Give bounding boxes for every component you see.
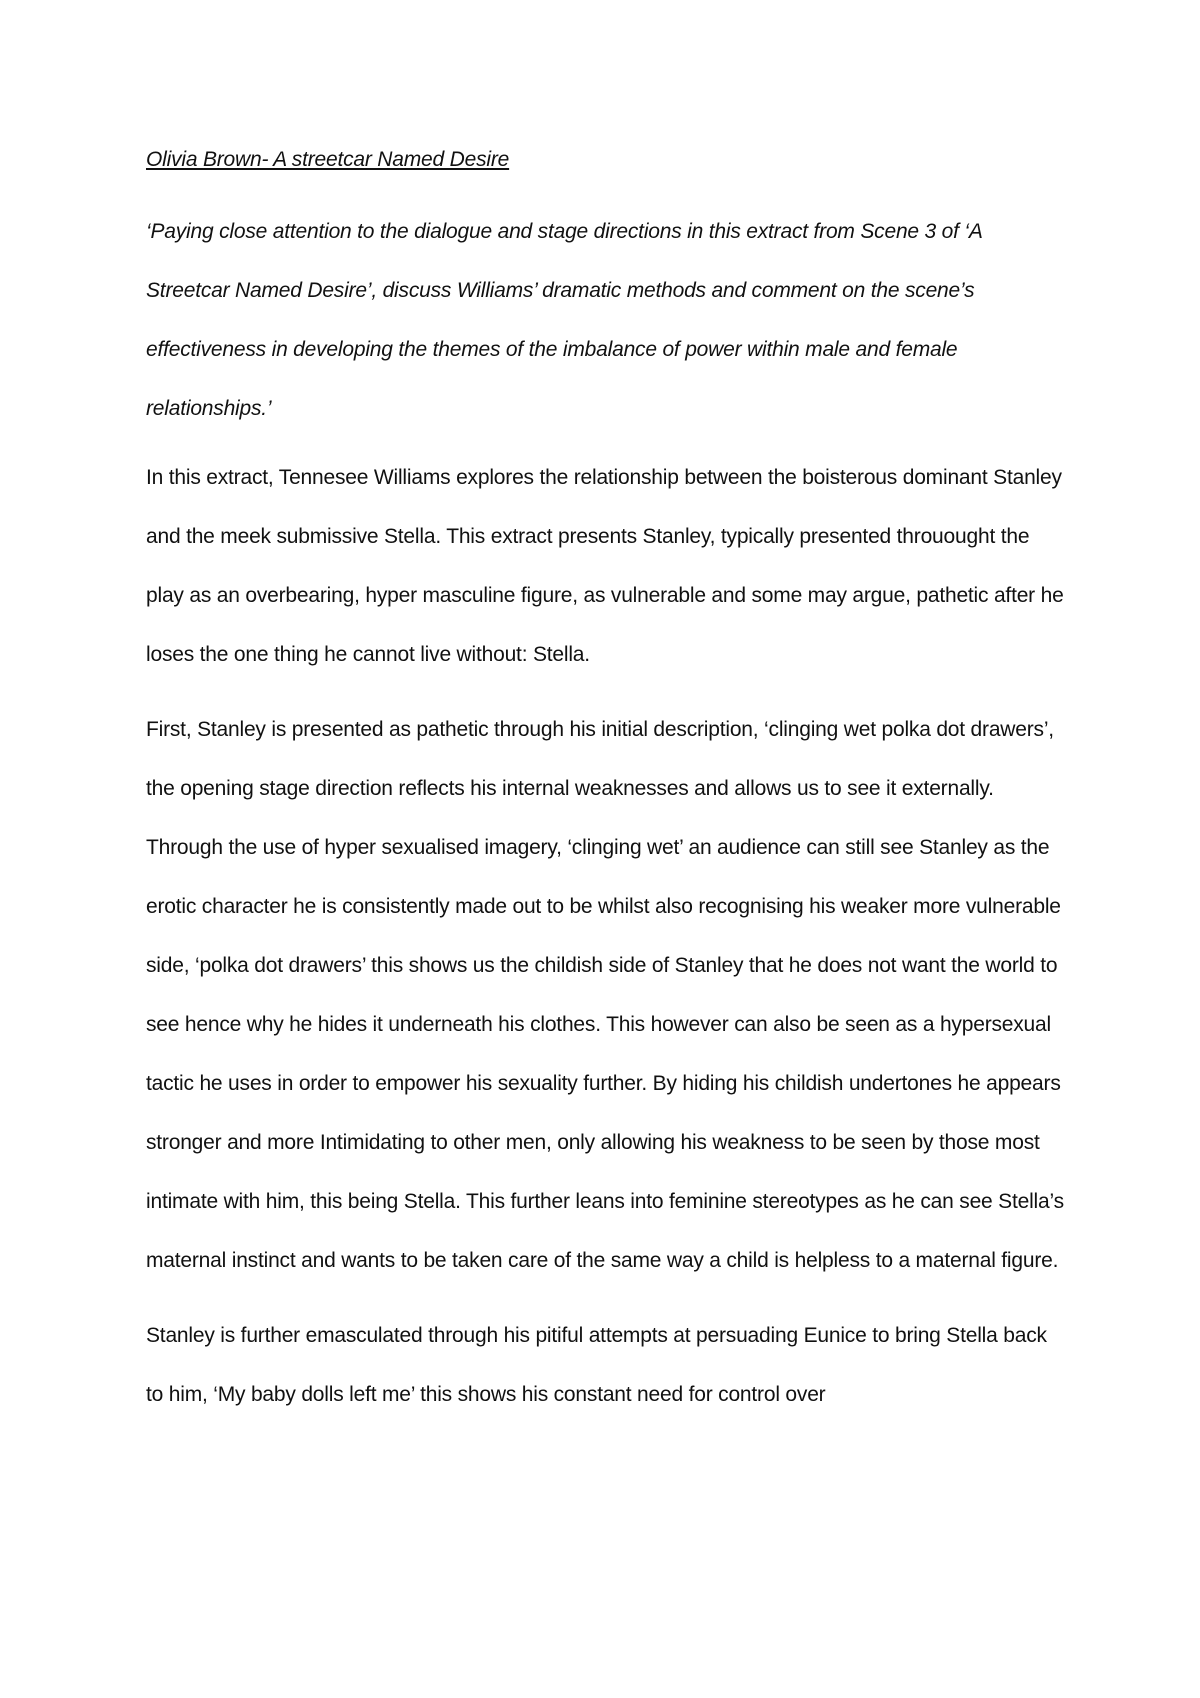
paragraph-intro: In this extract, Tennesee Williams explores the relationship between the boisterous dominant Stanley and the meek submissive Stella. This extract presents Stanley, typically presented throuought the play as an overbearing, hyper masculine figure, as vulnerable and some may argue, pathetic after he loses the one thing he cannot live without: Stella.: [146, 466, 1064, 666]
document-body: [146, 146, 1066, 1440]
paragraph-emasculation: Stanley is further emasculated through his pitiful attempts at persuading Eunice to bring Stella back to him, ‘My baby dolls left me’ this shows his constant need for control over: [146, 1324, 1047, 1406]
essay-question: ‘Paying close attention to the dialogue and stage directions in this extract from Scene 3 of ‘A Streetcar Named Desire’, discuss Williams’ dramatic methods and comment on the scene’s effectiveness in developing the themes of the imbalance of power within male and female relationships.’: [146, 220, 982, 420]
paragraph-stage-direction: First, Stanley is presented as pathetic through his initial description, ‘clinging wet polka dot drawers’, the opening stage direction reflects his internal weaknesses and allows us to see it externally. Through the use of hyper sexualised imagery, ‘clinging wet’ an audience can still see Stanley as the erotic character he is consistently made out to be whilst also recognising his weaker more vulnerable side, ‘polka dot drawers’ this shows us the childish side of Stanley that he does not want the world to see hence why he hides it underneath his clothes. This however can also be seen as a hypersexual tactic he uses in order to empower his sexuality further. By hiding his childish undertones he appears stronger and more Intimidating to other men, only allowing his weakness to be seen by those most intimate with him, this being Stella. This further leans into feminine stereotypes as he can see Stella’s maternal instinct and wants to be taken care of the same way a child is helpless to a maternal figure.: [146, 718, 1064, 1272]
document-title: Olivia Brown- A streetcar Named Desire: [146, 148, 510, 171]
